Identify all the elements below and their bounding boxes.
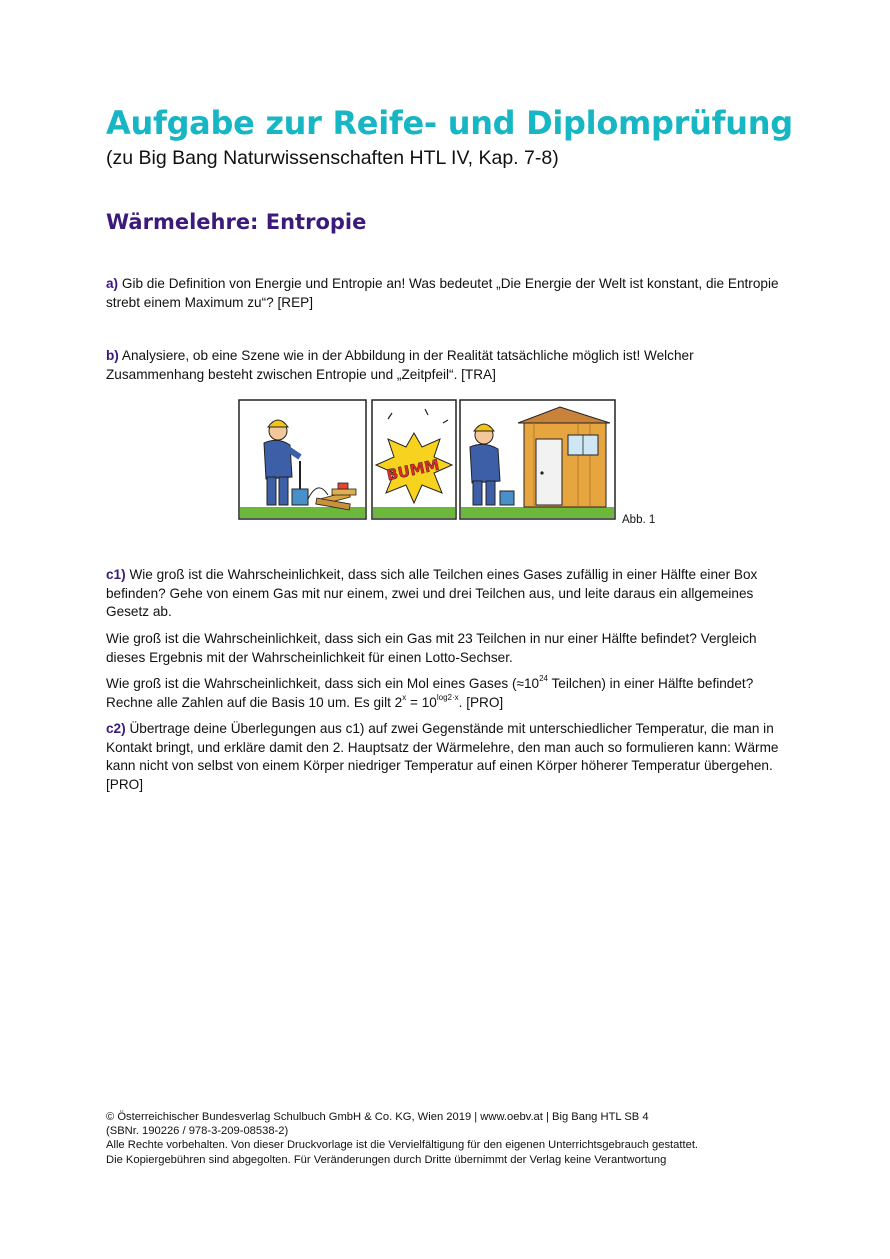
task-a	[106, 275, 786, 312]
footer-line-4: Die Kopiergebühren sind abgegolten. Für Veränderungen durch Dritte übernimmt der Verlag keine Verantwortung	[106, 1153, 667, 1166]
task-c1-label: c1)	[106, 567, 126, 582]
task-c1-text-3a: Wie groß ist die Wahrscheinlichkeit, dass sich ein Mol eines Gases (≈10	[106, 676, 540, 691]
task-c1	[106, 566, 786, 622]
footer-line-3: Alle Rechte vorbehalten. Von dieser Druckvorlage ist die Vervielfältigung für den eigenen Unterrichtsgebrauch gestattet.	[106, 1139, 699, 1152]
footer-line-2: (SBNr. 190226 / 978-3-209-08538-2)	[106, 1125, 289, 1138]
task-b-label: b)	[106, 348, 119, 363]
comic-panel-1	[239, 400, 366, 519]
comic-panel-2	[372, 400, 456, 519]
footer-line-1: © Österreichischer Bundesverlag Schulbuch GmbH & Co. KG, Wien 2019 | www.oebv.at | Big Bang HTL SB 4	[106, 1111, 649, 1123]
exponent-log: log2·x	[436, 693, 459, 703]
exponent-24: 24	[539, 674, 548, 684]
exponent-x: x	[402, 693, 407, 703]
figure-caption: Abb. 1	[622, 514, 656, 526]
task-c2-text: Übertrage deine Überlegungen aus c1) auf zwei Gegenstände mit unterschiedlicher Temperatur, die man in Kontakt bringt, und erkläre damit den 2. Hauptsatz der Wärmelehre, den man auch so formulieren kann: Wärme kann nicht von selbst von einem Körper niedriger Temperatur auf einen Körper höherer Temperatur übergehen. [PRO]	[106, 721, 779, 792]
footer	[106, 1110, 698, 1167]
comic-illustration	[238, 399, 616, 521]
section-title: Wärmelehre: Entropie	[106, 210, 367, 234]
comic-bubble-text: BUMM	[384, 455, 441, 485]
page-title: Aufgabe zur Reife- und Diplomprüfung	[106, 104, 793, 142]
task-c1-text-1: Wie groß ist die Wahrscheinlichkeit, dass sich alle Teilchen eines Gases zufällig in einer Hälfte einer Box befinden? Gehe von einem Gas mit nur einem, zwei und drei Teilchen aus, und leite daraus ein allgemeines Gesetz ab.	[106, 567, 758, 620]
task-c1-text-3c: = 10	[406, 694, 437, 710]
task-a-text: Gib die Definition von Energie und Entropie an! Was bedeutet „Die Energie der Welt ist konstant, die Entropie strebt einem Maximum zu“? [REP]	[106, 276, 779, 310]
task-a-label: a)	[106, 276, 119, 291]
comic-panel-3	[460, 400, 615, 519]
task-c1-text-2: Wie groß ist die Wahrscheinlichkeit, dass sich ein Gas mit 23 Teilchen in nur einer Hälfte befindet? Vergleich dieses Ergebnis mit der Wahrscheinlichkeit für einen Lotto-Sechser.	[106, 631, 757, 665]
task-c1-text-3d: . [PRO]	[458, 694, 504, 710]
task-c1-paragraph-3	[106, 675, 786, 712]
task-c1-paragraph-2	[106, 630, 786, 667]
page-subtitle: (zu Big Bang Naturwissenschaften HTL IV, Kap. 7-8)	[106, 147, 559, 169]
task-c2-label: c2)	[106, 721, 126, 736]
task-b-text: Analysiere, ob eine Szene wie in der Abbildung in der Realität tatsächliche möglich ist! Welcher Zusammenhang besteht zwischen Entropie und „Zeitpfeil“. [TRA]	[106, 348, 694, 382]
task-b	[106, 347, 786, 384]
task-c1-text-3b: Teilchen) in einer Hälfte befindet? Rechne alle Zahlen auf die Basis 10 um. Es gilt 2	[106, 676, 754, 710]
task-c2	[106, 720, 786, 794]
